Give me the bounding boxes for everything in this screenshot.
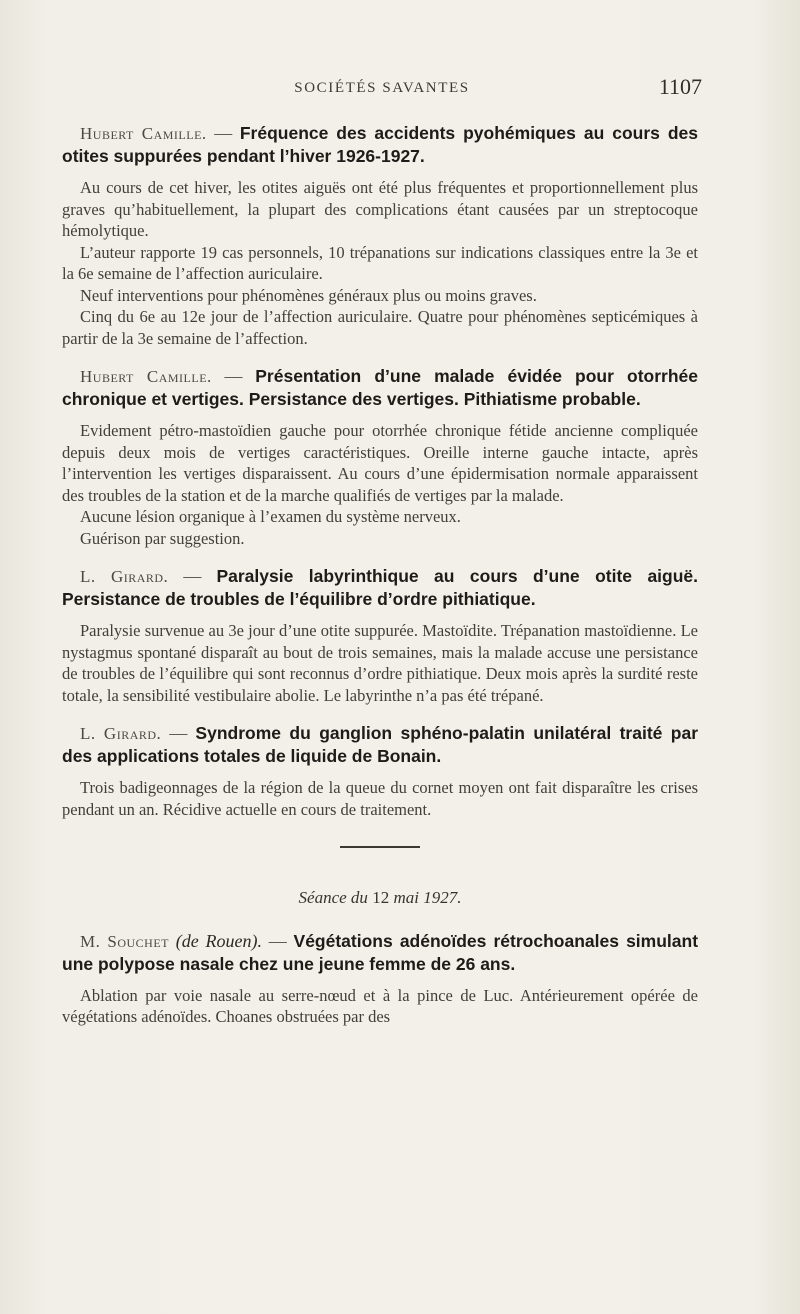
entry-dash: — bbox=[169, 723, 188, 743]
entry-heading bbox=[62, 722, 698, 767]
entry-paragraph: Aucune lésion organique à l’examen du système nerveux. bbox=[80, 507, 461, 526]
entry-paralysie-labyrinthique bbox=[62, 565, 698, 706]
running-head bbox=[62, 76, 702, 104]
entry-paragraph: Evidement pétro-mastoïdien gauche pour otorrhée chronique fétide ancienne compliquée depuis deux mois de vertiges caractéristiques. Oreille interne gauche intacte, après l’intervention les vertiges disparaissent. Au cours d’une épidermisation normale apparaissent des troubles de la station et de la marche qualifiés de vertiges par la malade. bbox=[62, 421, 698, 505]
entry-heading bbox=[62, 930, 698, 975]
page-number: 1107 bbox=[658, 74, 702, 99]
entry-dash: — bbox=[224, 366, 243, 386]
entry-dash: — bbox=[268, 930, 287, 951]
entry-author: Hubert Camille. bbox=[80, 124, 207, 143]
section-divider bbox=[340, 846, 420, 848]
entry-heading bbox=[62, 565, 698, 610]
running-head-title: SOCIÉTÉS SAVANTES bbox=[294, 80, 470, 96]
entry-paragraph: Guérison par suggestion. bbox=[80, 528, 245, 548]
entry-title: Syndrome du ganglion sphéno-palatin unilatéral traité par des applications totales de liquide de Bonain. bbox=[62, 723, 699, 766]
entry-dash: — bbox=[214, 123, 233, 143]
seance-number: 12 bbox=[372, 887, 390, 907]
entry-vegetations-adenoides bbox=[62, 930, 698, 1028]
seance-label: Séance du bbox=[298, 887, 368, 907]
page-body bbox=[62, 122, 698, 1044]
entry-title: Présentation d’une malade évidée pour otorrhée chronique et vertiges. Persistance des vertiges. Pithiatisme probable. bbox=[62, 366, 699, 409]
entry-author: Hubert Camille. bbox=[80, 367, 212, 386]
entry-malade-evidee bbox=[62, 365, 698, 549]
entry-ganglion-spheno-palatin bbox=[62, 722, 698, 820]
entry-author: L. Girard. bbox=[80, 724, 162, 743]
entry-dash: — bbox=[183, 566, 202, 586]
entry-paragraph: Trois badigeonnages de la région de la queue du cornet moyen ont fait disparaître les crises pendant un an. Récidive actuelle en cours de traitement. bbox=[62, 778, 698, 819]
entry-paragraph: Neuf interventions pour phénomènes généraux plus ou moins graves. bbox=[80, 285, 537, 305]
entry-heading bbox=[62, 365, 698, 410]
entry-pyohemiques bbox=[62, 122, 698, 349]
entry-heading bbox=[62, 122, 698, 167]
entry-paragraph: L’auteur rapporte 19 cas personnels, 10 trépanations sur indications classiques entre la 3e et la 6e semaine de l’affection auriculaire. bbox=[62, 242, 698, 283]
entry-origin: (de Rouen). bbox=[175, 930, 262, 951]
entry-paragraph: Paralysie survenue au 3e jour d’une otite suppurée. Mastoïdite. Trépanation mastoïdienne. Le nystagmus spontané disparaît au bout de trois semaines, mais la malade accuse une persistance de troubles de l’équilibre qui sont reconnus d’ordre pithiatique. Deux mois après la surdité reste totale, la sensibilité vestibulaire abolie. Le labyrinthe n’a pas été trépané. bbox=[62, 621, 698, 705]
seance-heading bbox=[62, 888, 698, 908]
entry-title: Végétations adénoïdes rétrochoanales simulant une polypose nasale chez une jeune femme de 26 ans. bbox=[62, 930, 699, 974]
entry-title: Paralysie labyrinthique au cours d’une otite aiguë. Persistance de troubles de l’équilibre d’ordre pithiatique. bbox=[62, 566, 699, 609]
entry-author: M. Souchet bbox=[80, 931, 169, 951]
entry-paragraph: Cinq du 6e au 12e jour de l’affection auriculaire. Quatre pour phénomènes septicémiques à partir de la 3e semaine de l’affection. bbox=[62, 307, 698, 348]
entry-author: L. Girard. bbox=[80, 567, 169, 586]
entry-paragraph: Ablation par voie nasale au serre-nœud et à la pince de Luc. Antérieurement opérée de végétations adénoïdes. Choanes obstruées par des bbox=[62, 985, 698, 1026]
seance-date: mai 1927. bbox=[393, 887, 462, 907]
entry-title: Fréquence des accidents pyohémiques au cours des otites suppurées pendant l’hiver 1926-1927. bbox=[62, 123, 698, 166]
entry-paragraph: Au cours de cet hiver, les otites aiguës ont été plus fréquentes et proportionnellement plus graves qu’habituellement, la plupart des complications étant causées par un streptocoque hémolytique. bbox=[62, 178, 698, 240]
